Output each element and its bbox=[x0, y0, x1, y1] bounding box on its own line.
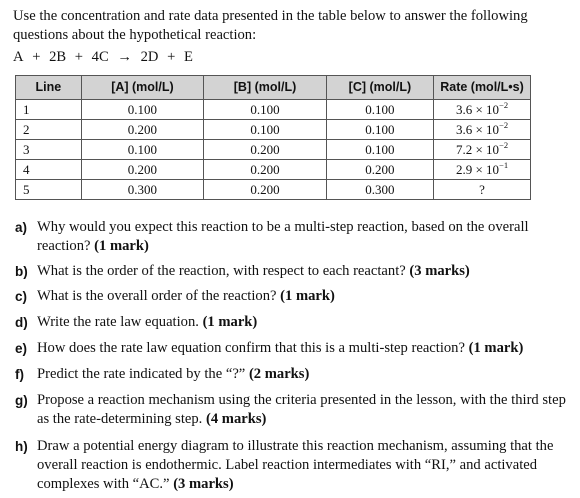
question-b bbox=[15, 262, 567, 281]
cell-c: 0.100 bbox=[326, 120, 433, 140]
question-marks: (2 marks) bbox=[248, 366, 310, 382]
cell-b: 0.200 bbox=[204, 180, 327, 200]
question-text: Predict the rate indicated by the “?” bbox=[37, 366, 246, 382]
cell-a: 0.100 bbox=[81, 100, 204, 120]
question-marks: (1 mark) bbox=[202, 314, 258, 330]
header-rate: Rate (mol/L•s) bbox=[434, 76, 531, 100]
question-label: g) bbox=[15, 393, 28, 408]
cell-line: 2 bbox=[16, 120, 82, 140]
table-row bbox=[16, 100, 531, 120]
question-marks: (3 marks) bbox=[409, 263, 470, 279]
cell-rate: $7.2 \times 10^{-2}$ bbox=[434, 140, 531, 160]
question-text: What is the order of the reaction, with respect to each reactant? bbox=[37, 263, 406, 279]
question-h bbox=[15, 437, 567, 494]
cell-b: 0.100 bbox=[204, 120, 327, 140]
question-label: f) bbox=[15, 367, 24, 382]
reactant-b: 2B bbox=[49, 49, 67, 65]
cell-line: 5 bbox=[16, 180, 82, 200]
cell-c: 0.200 bbox=[326, 160, 433, 180]
product-d: 2D bbox=[140, 49, 159, 65]
cell-rate: $2.9 \times 10^{-1}$ bbox=[434, 160, 531, 180]
reaction-equation bbox=[13, 48, 198, 67]
header-c: [C] (mol/L) bbox=[326, 76, 433, 100]
intro-text: Use the concentration and rate data presented in the table below to answer the following questions about the hypothetical reaction: bbox=[13, 8, 528, 43]
question-text: Why would you expect this reaction to be a multi-step reaction, based on the overall reaction? bbox=[37, 219, 529, 254]
question-label: a) bbox=[15, 220, 28, 235]
table-row bbox=[16, 140, 531, 160]
question-text: Write the rate law equation. bbox=[37, 314, 199, 330]
question-c bbox=[15, 287, 567, 306]
reaction-arrow: → bbox=[117, 49, 132, 65]
question-marks: (4 marks) bbox=[206, 411, 267, 427]
cell-c: 0.300 bbox=[326, 180, 433, 200]
question-label: d) bbox=[15, 315, 28, 330]
product-e: E bbox=[184, 49, 193, 65]
question-marks: (1 mark) bbox=[280, 288, 335, 304]
question-text: How does the rate law equation confirm that this is a multi-step reaction? bbox=[37, 340, 465, 356]
header-line: Line bbox=[16, 76, 82, 100]
question-e bbox=[15, 339, 567, 358]
cell-a: 0.200 bbox=[81, 120, 204, 140]
question-label: c) bbox=[15, 289, 28, 304]
question-f bbox=[15, 365, 567, 384]
cell-b: 0.200 bbox=[204, 140, 327, 160]
reactant-c: 4C bbox=[91, 49, 109, 65]
plus-sign: + bbox=[74, 49, 84, 65]
cell-a: 0.100 bbox=[81, 140, 204, 160]
cell-rate: $3.6 \times 10^{-2}$ bbox=[434, 120, 531, 140]
question-text: Propose a reaction mechanism using the criteria presented in the lesson, with the third step as the rate-determining step. bbox=[37, 392, 566, 427]
cell-rate: $3.6 \times 10^{-2}$ bbox=[434, 100, 531, 120]
cell-c: 0.100 bbox=[326, 100, 433, 120]
table-row bbox=[16, 160, 531, 180]
rate-data-table bbox=[15, 75, 531, 200]
header-b: [B] (mol/L) bbox=[204, 76, 327, 100]
cell-c: 0.100 bbox=[326, 140, 433, 160]
table-header-row bbox=[16, 76, 531, 100]
cell-b: 0.100 bbox=[204, 100, 327, 120]
header-a: [A] (mol/L) bbox=[81, 76, 204, 100]
question-label: h) bbox=[15, 439, 28, 454]
question-a bbox=[15, 218, 567, 256]
cell-a: 0.200 bbox=[81, 160, 204, 180]
cell-b: 0.200 bbox=[204, 160, 327, 180]
cell-a: 0.300 bbox=[81, 180, 204, 200]
question-text: What is the overall order of the reaction? bbox=[37, 288, 277, 304]
question-text: Draw a potential energy diagram to illustrate this reaction mechanism, assuming that the overall reaction is endothermic. Label reaction intermediates with “RI,” and activated complexes with “AC.” bbox=[37, 438, 554, 492]
cell-line: 1 bbox=[16, 100, 82, 120]
plus-sign: + bbox=[32, 49, 41, 65]
question-d bbox=[15, 313, 567, 332]
question-label: e) bbox=[15, 341, 28, 356]
cell-line: 3 bbox=[16, 140, 82, 160]
question-g bbox=[15, 391, 567, 429]
question-marks: (3 marks) bbox=[173, 476, 234, 492]
reactant-a: A bbox=[13, 49, 24, 65]
cell-rate: ? bbox=[434, 180, 531, 200]
table-row bbox=[16, 180, 531, 200]
question-label: b) bbox=[15, 264, 28, 279]
question-marks: (1 mark) bbox=[468, 340, 524, 356]
plus-sign: + bbox=[167, 49, 176, 65]
question-marks: (1 mark) bbox=[94, 238, 149, 254]
cell-line: 4 bbox=[16, 160, 82, 180]
table-row bbox=[16, 120, 531, 140]
